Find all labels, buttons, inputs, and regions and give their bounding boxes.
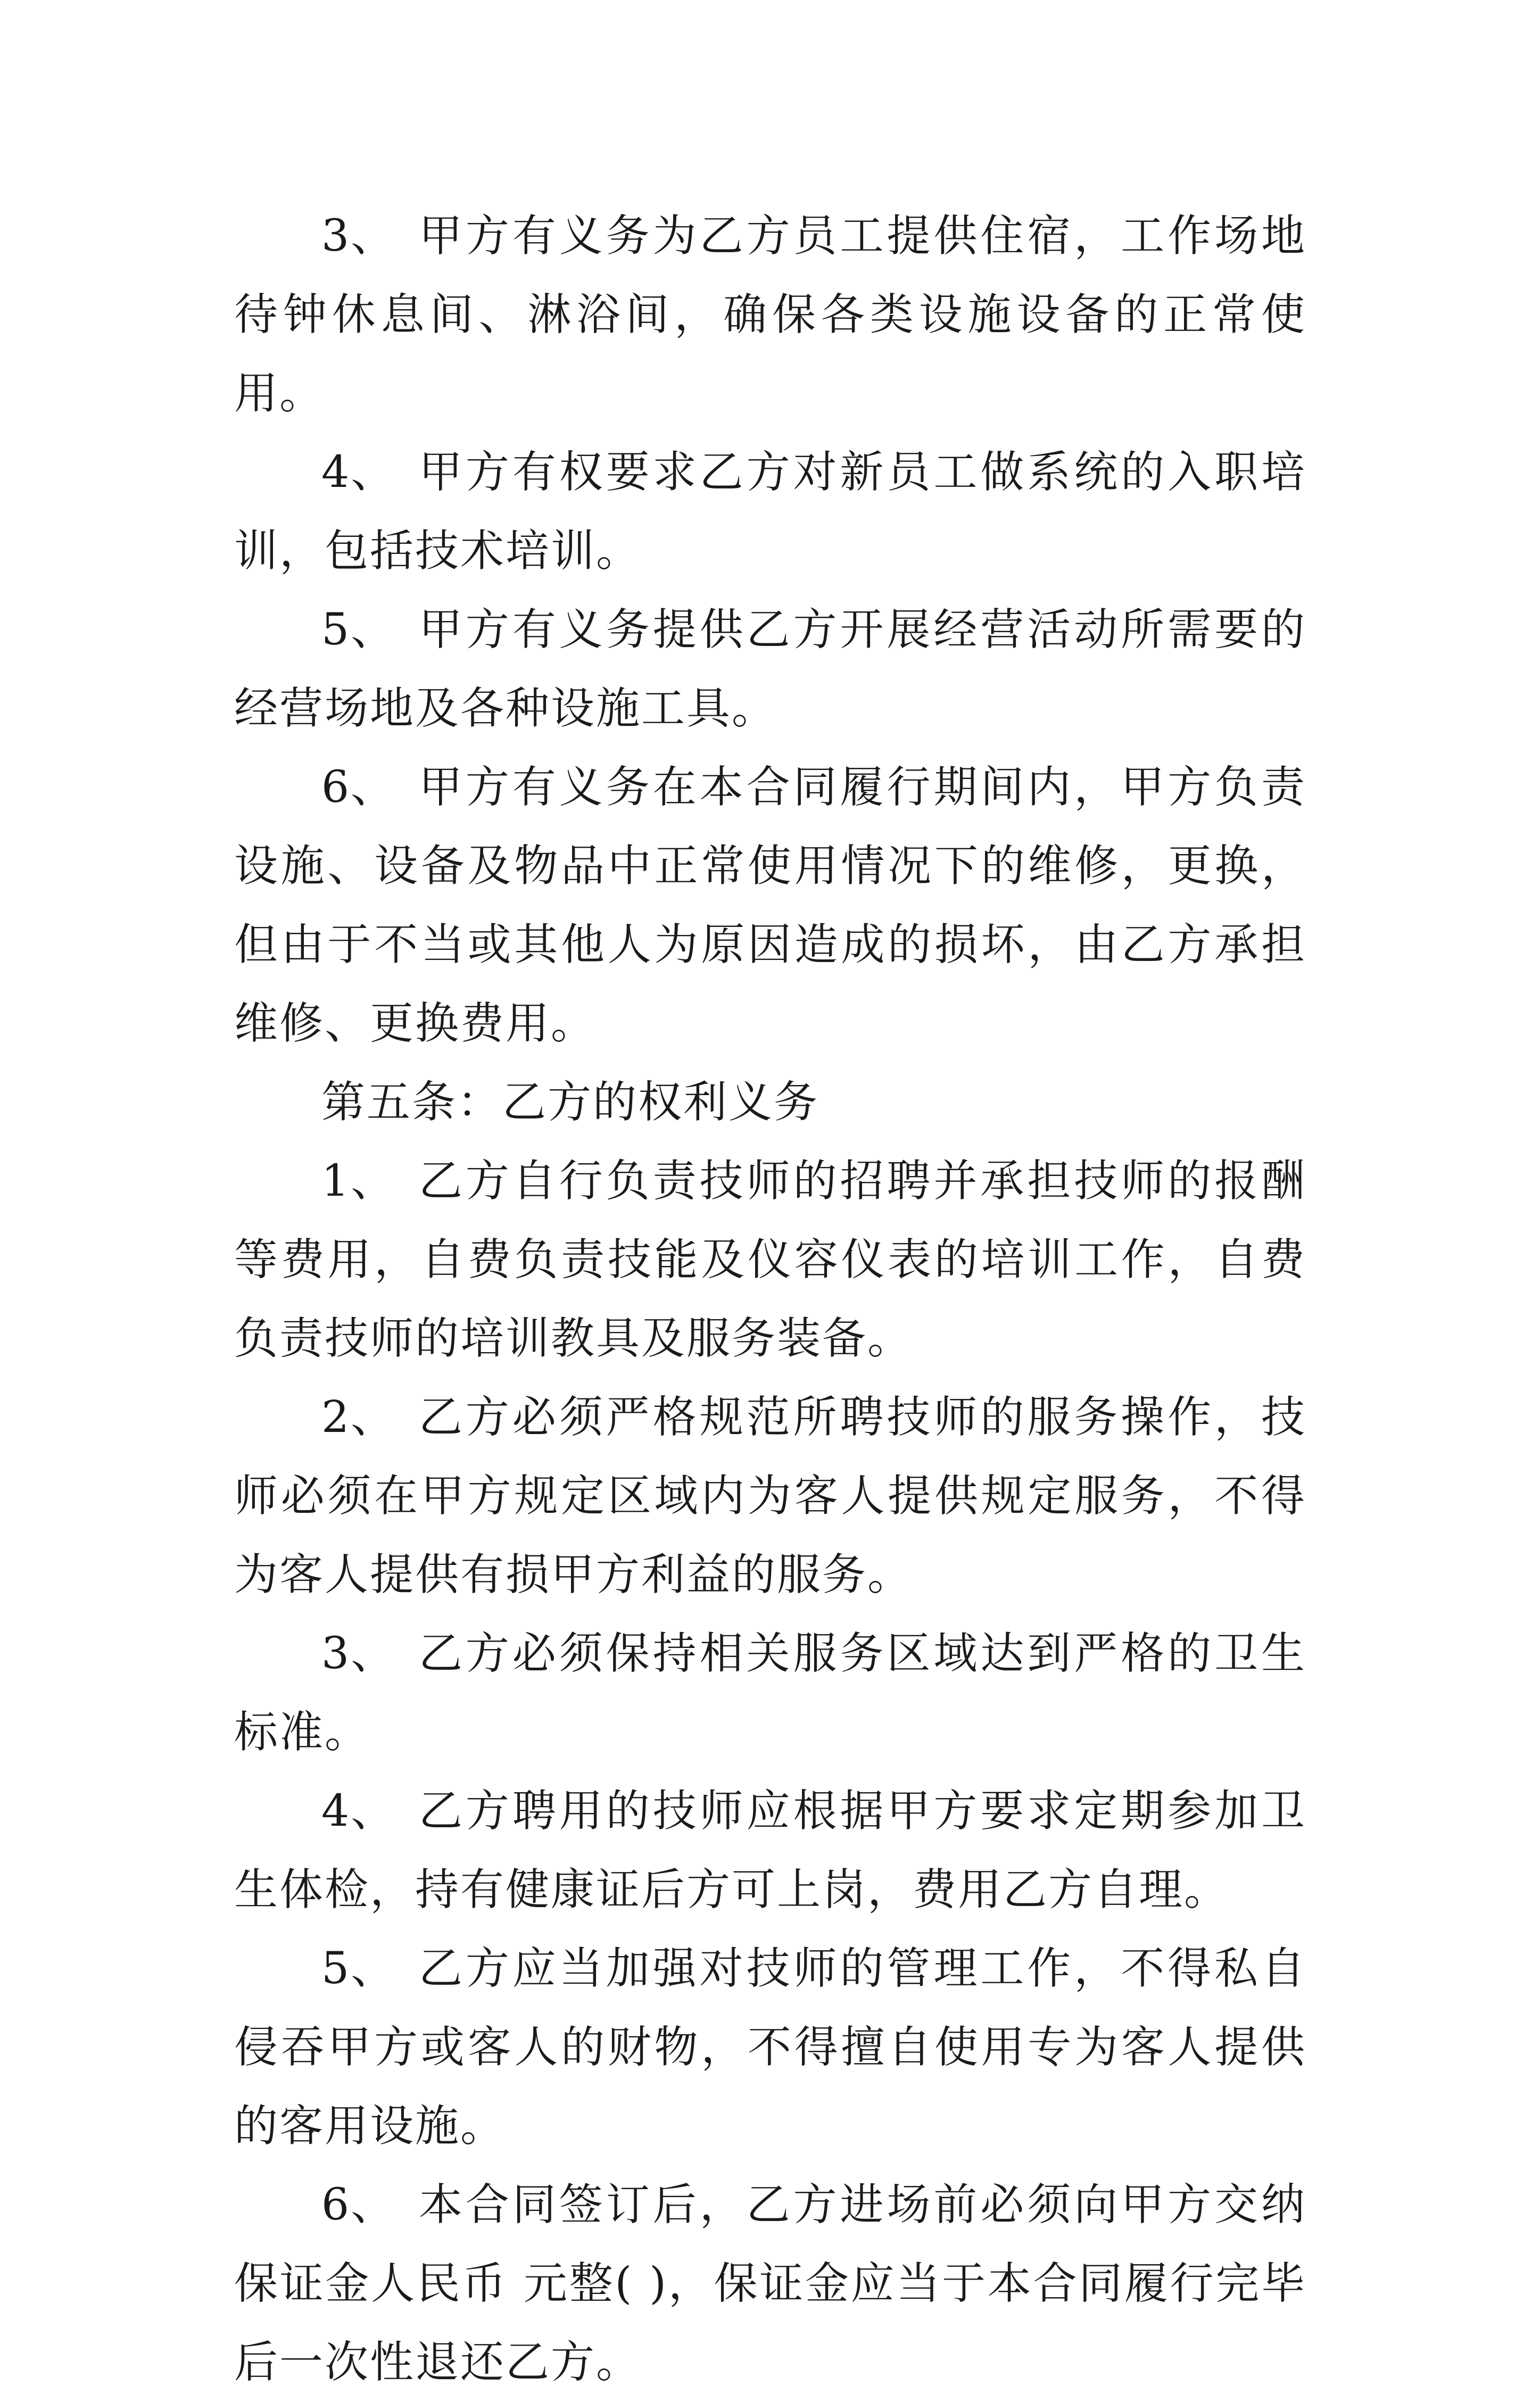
paragraph-text: 甲方有权要求乙方对新员工做系统的入职培训，包括技术培训。 xyxy=(234,447,1306,576)
paragraph-number: 3、 xyxy=(321,211,396,261)
paragraph-number: 6、 xyxy=(321,762,396,813)
paragraph-number: 5、 xyxy=(321,1943,396,1994)
paragraph-number: 5、 xyxy=(321,604,396,655)
paragraph-number: 1、 xyxy=(321,1156,396,1206)
paragraph-text: 乙方自行负责技师的招聘并承担技师的报酬等费用，自费负责技能及仪容仪表的培训工作，自费负责技师的培训教具及服务装备。 xyxy=(234,1156,1306,1364)
paragraph-text: 乙方必须保持相关服务区域达到严格的卫生标准。 xyxy=(234,1628,1306,1758)
paragraph-text: 甲方有义务在本合同履行期间内，甲方负责设施、设备及物品中正常使用情况下的维修，更换，但由于不当或其他人为原因造成的损坏，由乙方承担维修、更换费用。 xyxy=(234,762,1306,1049)
paragraph-item xyxy=(234,197,1306,433)
paragraph-text: 乙方应当加强对技师的管理工作，不得私自侵吞甲方或客人的财物，不得擅自使用专为客人提供的客用设施。 xyxy=(234,1943,1306,2151)
paragraph-number: 4、 xyxy=(321,447,396,498)
paragraph-item xyxy=(234,1614,1306,1772)
document-body xyxy=(234,197,1306,2402)
paragraph-item xyxy=(234,433,1306,591)
paragraph-item xyxy=(234,1142,1306,1378)
paragraph-text: 甲方有义务为乙方员工提供住宿，工作场地待钟休息间、淋浴间，确保各类设施设备的正常使用。 xyxy=(234,211,1306,419)
paragraph-number: 6、 xyxy=(321,2180,396,2230)
paragraph-item xyxy=(234,748,1306,1063)
paragraph-item xyxy=(234,591,1306,748)
paragraph-item xyxy=(234,1378,1306,1614)
paragraph-text: 本合同签订后，乙方进场前必须向甲方交纳保证金人民币 元整( )，保证金应当于本合同履行完毕后一次性退还乙方。 xyxy=(234,2180,1306,2388)
section-heading-text: 第五条：乙方的权利义务 xyxy=(321,1077,819,1128)
paragraph-text: 甲方有义务提供乙方开展经营活动所需要的经营场地及各种设施工具。 xyxy=(234,604,1306,734)
paragraph-number: 4、 xyxy=(321,1786,396,1836)
paragraph-text: 乙方必须严格规范所聘技师的服务操作，技师必须在甲方规定区域内为客人提供规定服务，不得为客人提供有损甲方利益的服务。 xyxy=(234,1392,1306,1600)
paragraph-text: 乙方聘用的技师应根据甲方要求定期参加卫生体检，持有健康证后方可上岗，费用乙方自理。 xyxy=(234,1786,1306,1915)
paragraph-item xyxy=(234,1929,1306,2166)
paragraph-number: 2、 xyxy=(321,1392,396,1443)
paragraph-number: 3、 xyxy=(321,1628,396,1679)
paragraph-item xyxy=(234,1772,1306,1929)
section-heading xyxy=(234,1063,1306,1142)
paragraph-item xyxy=(234,2166,1306,2402)
